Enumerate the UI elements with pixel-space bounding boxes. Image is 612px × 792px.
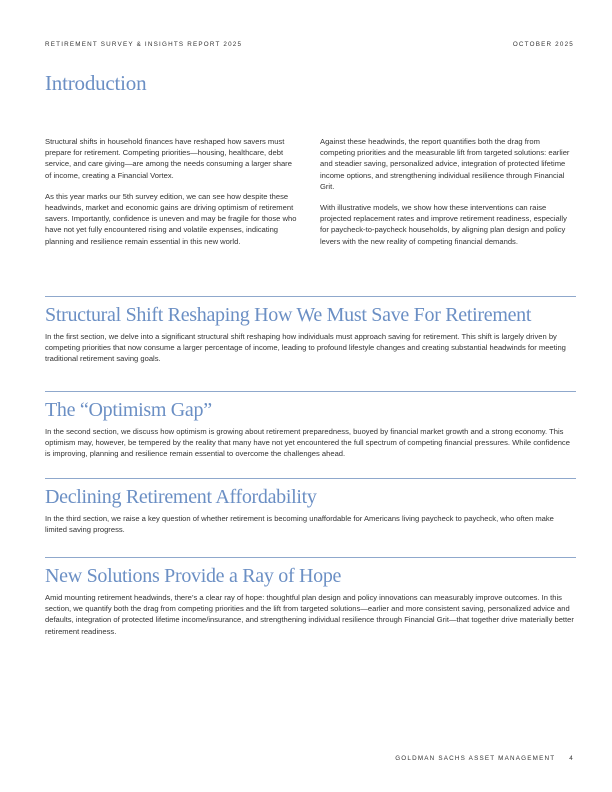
section-divider: [45, 478, 576, 479]
report-date: OCTOBER 2025: [512, 41, 574, 48]
section-heading: New Solutions Provide a Ray of Hope: [45, 565, 342, 587]
intro-paragraph: With illustrative models, we show how these interventions can raise projected replacement rates and improve retirement readiness, especially for paycheck-to-paycheck households, by aligning plan design and policy levers with the new reality of competing financial demands.: [320, 203, 567, 246]
section-divider: [45, 296, 576, 297]
footer-brand: GOLDMAN SACHS ASSET MANAGEMENT: [395, 755, 556, 762]
section-body: In the first section, we delve into a significant structural shift reshaping how individuals must approach saving for retirement. This shift is largely driven by competing priorities that now consume a larger percentage of income, leading to profound lifestyle changes and creating substantial headwinds for meeting traditional retirement saving goals.: [45, 332, 566, 364]
section-heading: Declining Retirement Affordability: [45, 486, 317, 508]
section-retirement-affordability: [45, 478, 576, 535]
intro-heading: Introduction: [45, 71, 147, 95]
page-number: 4: [569, 755, 574, 762]
intro-left-column: [45, 136, 300, 257]
intro-paragraph: As this year marks our 5th survey edition, we can see how despite these headwinds, market and economic gains are driving optimism of retirement savers. Importantly, confidence is uneven and may be fragile for those who have not yet fully encountered rising and volatile expenses, indicating planning and resilience remain essential in this new world.: [45, 191, 297, 246]
section-body: In the third section, we raise a key question of whether retirement is becoming unaffordable for Americans living paycheck to paycheck, who often make limited saving progress.: [45, 514, 554, 535]
section-body: In the second section, we discuss how optimism is growing about retirement preparedness, buoyed by financial market growth and a strong economy. This optimism may, however, be tempered by the reality that many have not yet encountered the full spectrum of competing financial pressures. While confidence is improving, planning and resilience remain essential to overcome the challenges ahead.: [45, 427, 570, 459]
intro-paragraph: Structural shifts in household finances have reshaped how savers must prepare for retirement. Competing priorities—housing, healthcare, debt service, and care giving—are among the needs consuming a larger share of income, creating a Financial Vortex.: [45, 137, 292, 180]
section-divider: [45, 557, 576, 558]
section-body: Amid mounting retirement headwinds, there’s a clear ray of hope: thoughtful plan design and policy innovations can measurably improve outcomes. In this section, we quantify both the drag from competing priorities and the lift from targeted solutions—earlier and more consistent saving, personalized advice and defaults, integration of protected lifetime income/insurance, and strengthening individual resilience through Financial Grit—that together drive materially better retirement readiness.: [45, 593, 574, 636]
section-optimism-gap: [45, 391, 576, 460]
section-new-solutions: [45, 557, 576, 637]
running-footer: [395, 755, 574, 762]
intro-right-column: [320, 136, 575, 257]
section-heading: Structural Shift Reshaping How We Must Save For Retirement: [45, 304, 532, 326]
section-heading: The “Optimism Gap”: [45, 399, 212, 421]
intro-paragraph: Against these headwinds, the report quantifies both the drag from competing priorities and the measurable lift from targeted solutions: earlier and steadier saving, personalized advice, integration of protected lifetime income options, and strengthening individual resilience through Financial Grit.: [320, 137, 570, 191]
section-structural-shift: [45, 296, 576, 365]
report-title: RETIREMENT SURVEY & INSIGHTS REPORT 2025: [45, 41, 243, 48]
running-header: [45, 41, 574, 48]
intro-columns: [45, 136, 575, 257]
section-divider: [45, 391, 576, 392]
